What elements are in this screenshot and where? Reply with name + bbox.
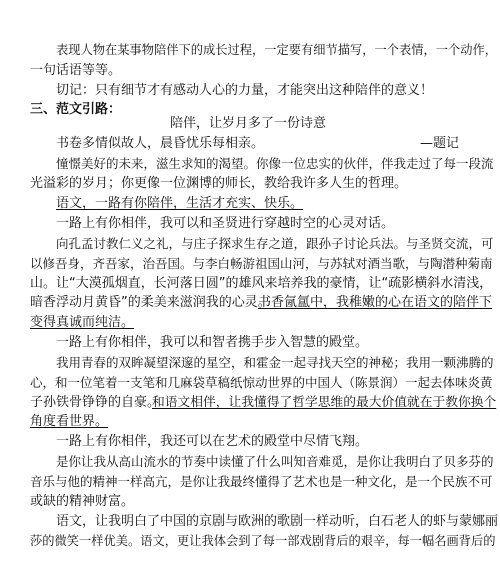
text-line: 切记：只有细节才有感动人心的力量，才能突出这种陪伴的意义！ xyxy=(56,83,434,98)
highlighted-sentence: 角度看世界。 xyxy=(30,414,109,429)
text-line: 是你让我从高山流水的节奏中读懂了什么叫知音难觅，是你让我明白了贝多芬的 xyxy=(56,454,494,469)
text-line: 表现人物在某事物陪伴下的成长过程，一定要有细节描写，一个表情，一个动作， xyxy=(56,43,497,57)
text-line: 一路上有你相伴，我可以和圣贤进行穿越时空的心灵对话。 xyxy=(56,216,395,231)
text-line: 向孔孟讨教仁义之礼，与庄子探求生存之道，跟孙子讨论兵法。与圣贤交流，可 xyxy=(56,236,494,251)
epigraph: 书卷多情似故人，晨昏忧乐每相亲。 xyxy=(56,136,265,151)
text-line: 一句话语等等。 xyxy=(30,63,122,78)
highlighted-sentence: 书香氤氲中，我稚嫩的心在语文的陪伴下 xyxy=(258,295,493,310)
text-line: 一路上有你相伴，我还可以在艺术的殿堂中尽情飞翔。 xyxy=(56,434,369,449)
text-line: 或缺的精神财富。 xyxy=(30,494,135,509)
highlighted-sentence: 语文，一路有你陪伴，生活才充实、快乐。 xyxy=(56,196,304,211)
text-line: 我用青春的双眸凝望深邃的星空，和霍金一起寻找天空的神秘；我用一颗沸腾的 xyxy=(56,355,494,370)
section-heading: 三、范文引路： xyxy=(30,102,122,117)
text-line: 音乐与他的精神一样高亢，是你让我最终懂得了艺术也是一种文化，是一个民族不可 xyxy=(30,474,493,489)
text-line: 暗香浮动月黄昏”的柔美来滋润我的心灵。 xyxy=(30,295,271,310)
highlighted-sentence: 和语文相伴，让我懂得了哲学思维的最大价值就在于教你换个 xyxy=(152,395,497,410)
text-line: 光溢彩的岁月；你更像一位渊博的师长，教给我许多人生的哲理。 xyxy=(30,176,408,191)
text-line: 语文，让我明白了中国的京剧与欧洲的歌剧一样动听，白石老人的虾与蒙娜丽 xyxy=(56,514,499,529)
text-line: 莎的微笑一样优美。语文，更让我体会到了每一部戏剧背后的艰辛，每一幅名画背后的 xyxy=(30,534,496,548)
text-line: 一路上有你相伴，我可以和智者携手步入智慧的殿堂。 xyxy=(56,335,369,350)
text-line: 子孙铁骨铮铮的自豪。 xyxy=(30,395,161,410)
text-line: 以修吾身，齐吾家，治吾国。与李白畅游祖国山河，与苏轼对酒当歌，与陶潜种菊南 xyxy=(30,256,493,271)
text-line: 憧憬美好的未来，滋生求知的渴望。你像一位忠实的伙伴，伴我走过了每一段流 xyxy=(56,156,494,171)
highlighted-sentence: 变得真诚而纯洁。 xyxy=(30,315,135,330)
essay-title: 陪伴，让岁月多了一份诗意 xyxy=(170,116,327,131)
text-line: 山。让“大漠孤烟直，长河落日圆”的雄风来培养我的豪情，让“疏影横斜水清浅， xyxy=(30,276,493,291)
text-line: 心，和一位笔着一支笔和几麻袋草稿纸惊动世界的中国人（陈景润）一起去体味炎黄 xyxy=(30,375,493,390)
epigraph-label: —题记 xyxy=(420,136,460,151)
